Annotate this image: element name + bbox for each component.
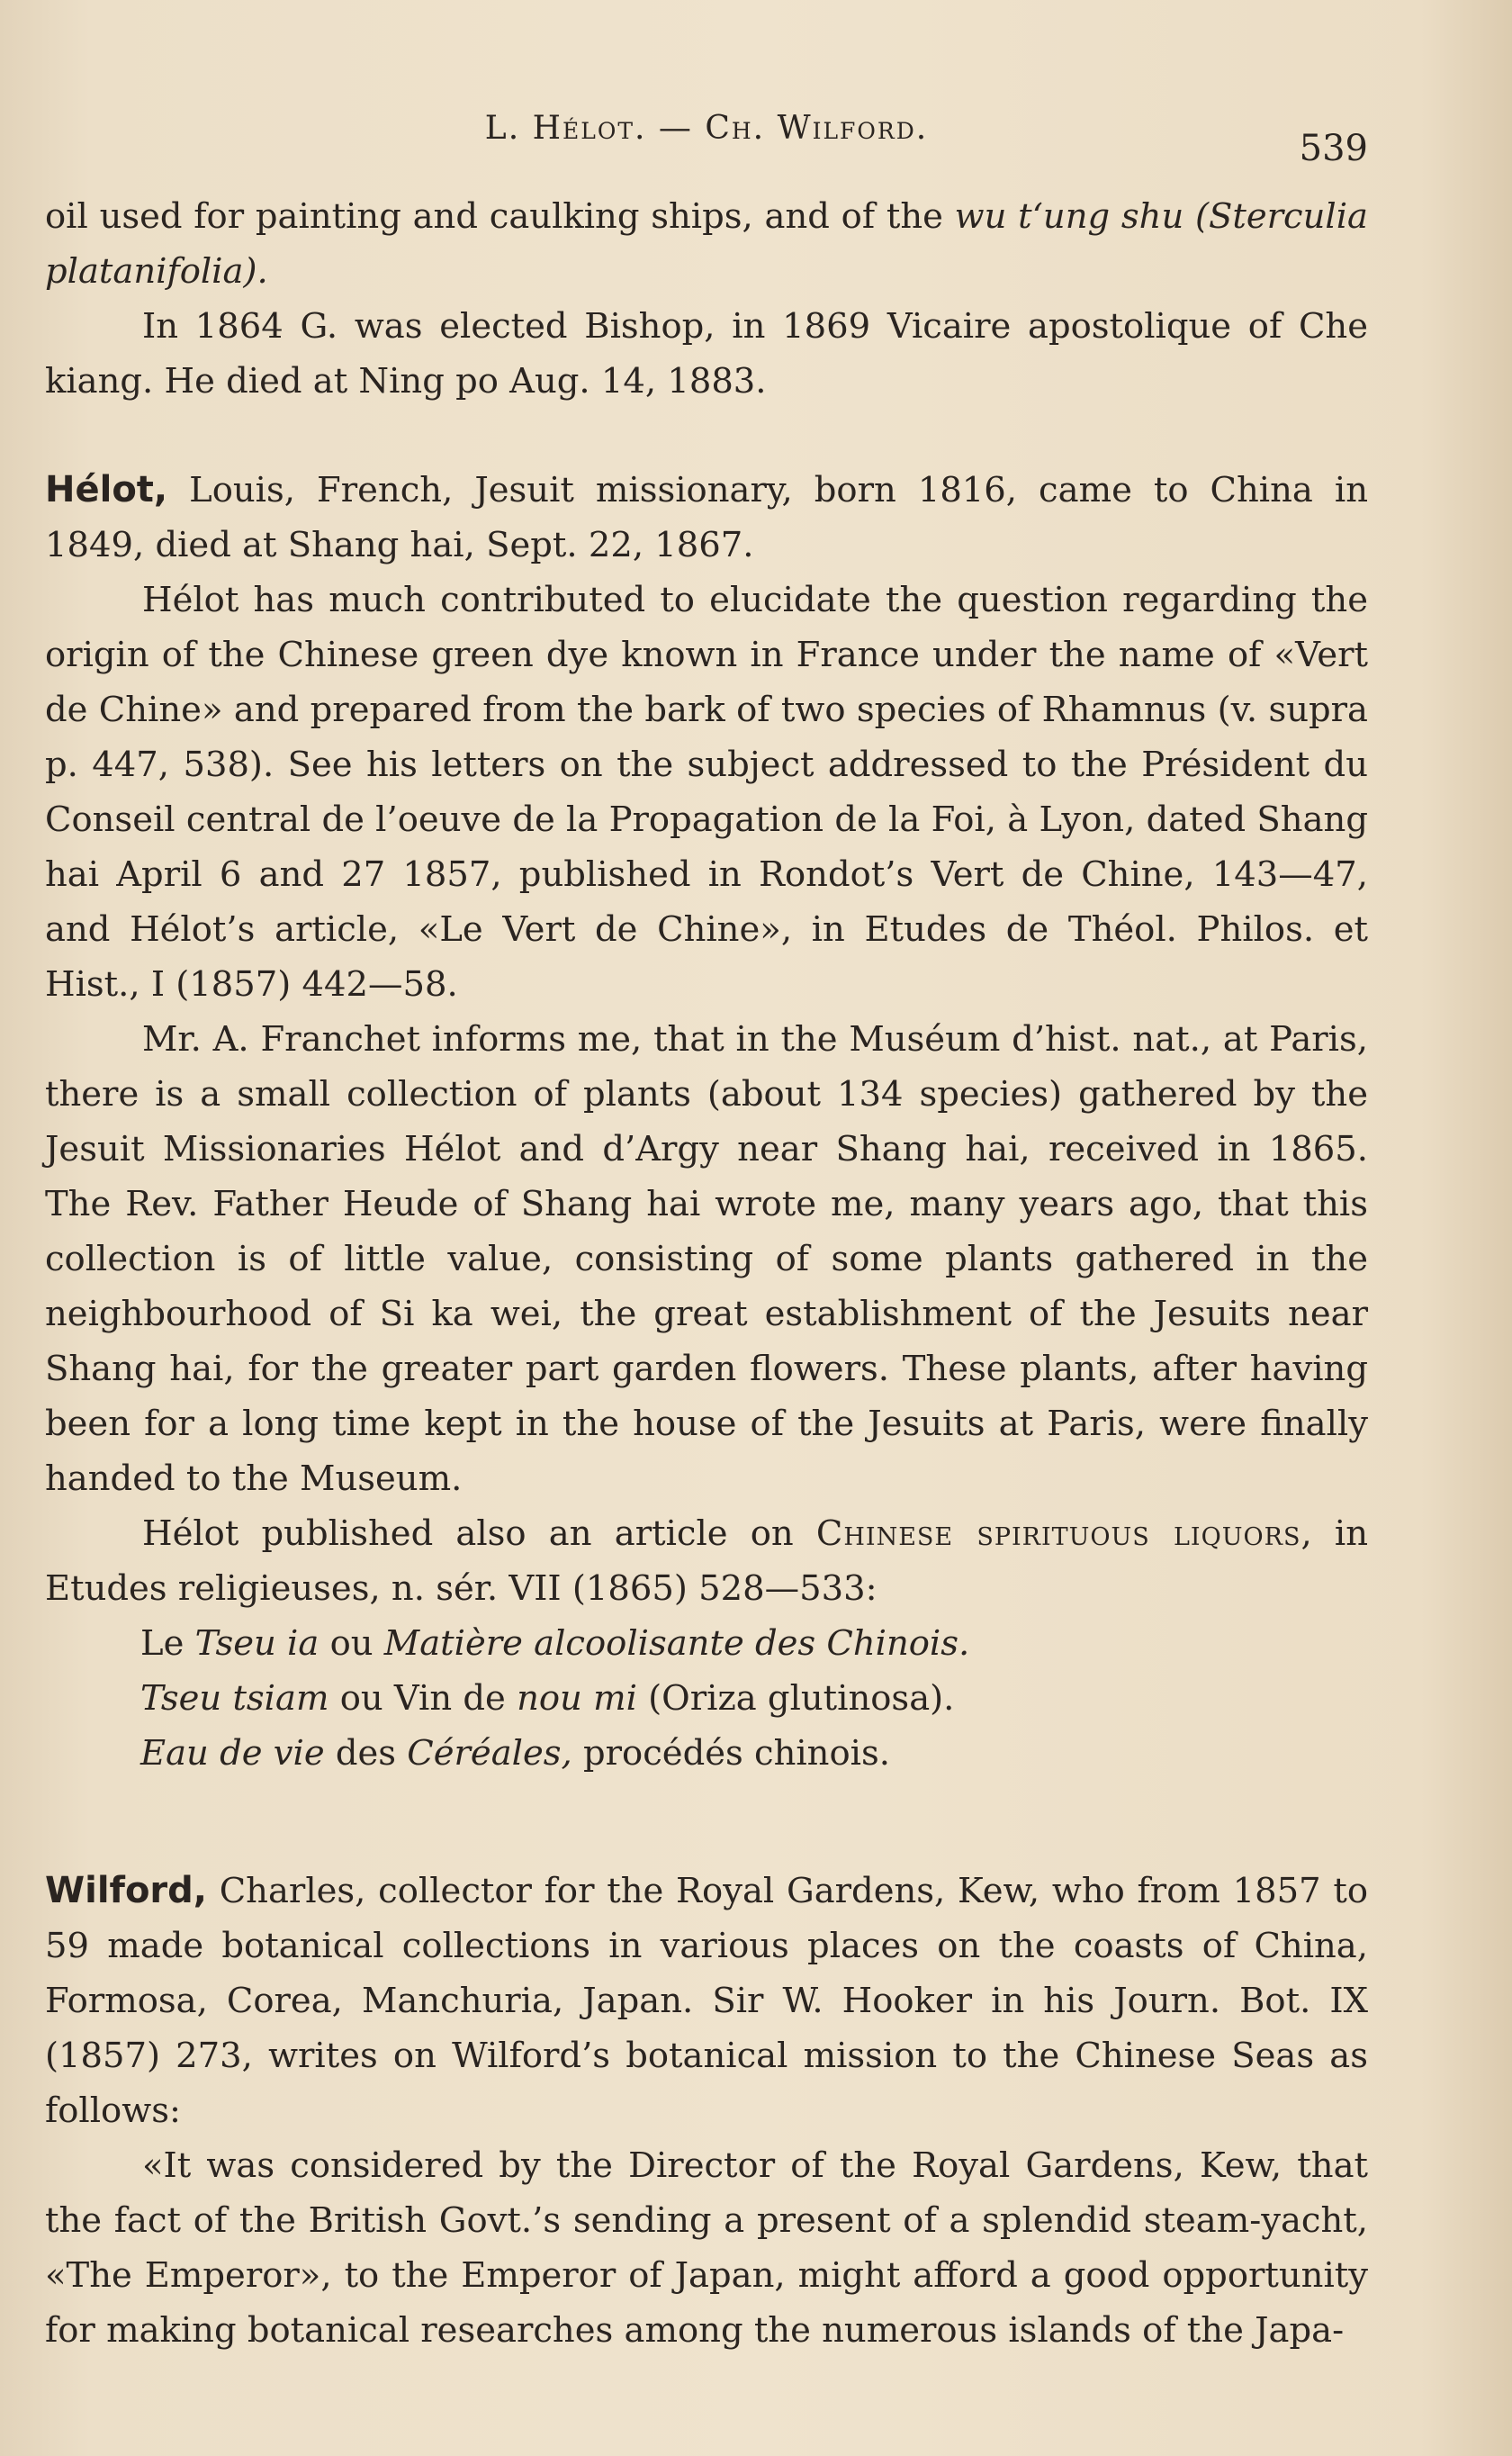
article-subtitle-line (45, 1726, 1368, 1781)
text-run: Le (140, 1623, 195, 1664)
italic-run: wu t‘ung shu (Sterculia platanifolia). (45, 196, 1368, 292)
running-head: L. Hélot. — Ch. Wilford. (484, 110, 929, 147)
italic-run: nou mi (517, 1678, 637, 1719)
page-body (45, 189, 1368, 2358)
paragraph-wilford-quote: «It was considered by the Director of the Royal Gardens, Kew, that the fact of the British Govt.’s sending a present of a splendid steam-yacht, «The Emperor», to the Emperor of Japan, might afford a good opportunity for making botanical researches among the numerous islands of the Japa- (45, 2145, 1368, 2351)
text-run: procédés chinois. (572, 1733, 890, 1774)
italic-run: Céréales, (407, 1733, 572, 1774)
text-run: Louis, French, Jesuit missionary, born 1816, came to China in 1849, died at Shang hai, Sept. 22, 1867. (45, 470, 1368, 565)
entry-helot-intro (45, 463, 1368, 573)
paragraph-helot-green-dye: Hélot has much contributed to elucidate the question regarding the origin of the Chinese green dye known in France under the name of «Vert de Chine» and prepared from the bark of two species of Rhamnus (v. supra p. 447, 538). See his letters on the subject addressed to the Président du Conseil central de l’oeuve de la Propagation de la Foi, à Lyon, dated Shang hai April 6 and 27 1857, published in Rondot’s Vert de Chine, 143—47, and Hélot’s article, «Le Vert de Chine», in Etudes de Théol. Philos. et Hist., I (1857) 442—58. (45, 580, 1368, 1005)
italic-run: Tseu tsiam (140, 1678, 329, 1719)
italic-run: Tseu ia (194, 1623, 320, 1664)
paragraph-gabet-death: In 1864 G. was elected Bishop, in 1869 Vicaire apostolique of Che kiang. He died at Ning po Aug. 14, 1883. (45, 306, 1368, 402)
entry-wilford-intro (45, 1864, 1368, 2138)
paragraph-helot-plants: Mr. A. Franchet informs me, that in the Muséum d’hist. nat., at Paris, there is a small collection of plants (about 134 species) gathered by the Jesuit Missionaries Hélot and d’Argy near Shang hai, received in 1865. The Rev. Father Heude of Shang hai wrote me, many years ago, that this collection is of little value, consisting of some plants gathered in the neighbourhood of Si ka wei, the great establishment of the Jesuits near Shang hai, for the greater part garden flowers. These plants, after having been for a long time kept in the house of the Jesuits at Paris, were finally handed to the Museum. (45, 1019, 1368, 1499)
text-run: ou Vin de (328, 1678, 518, 1719)
article-subtitle-line (45, 1671, 1368, 1726)
italic-run: Matière alcoolisante des Chinois. (383, 1623, 970, 1664)
article-subtitle-line (45, 1616, 1368, 1671)
text-run: des (324, 1733, 408, 1774)
page-number: 539 (1299, 128, 1368, 169)
text-run: Charles, collector for the Royal Gardens, Kew, who from 1857 to 59 made botanical collections in various places on the coasts of China, Formosa, Corea, Manchuria, Japan. Sir W. Hooker in his Journ. Bot. IX (1857) 273, writes on Wilford’s botanical mission to the Chinese Seas as follows: (45, 1871, 1368, 2131)
text-run: ou (319, 1623, 384, 1664)
paragraph-gabet-continuation (45, 189, 1368, 299)
text-run: oil used for painting and caulking ships, and of the (45, 196, 955, 237)
entry-heading-wilford: Wilford, (45, 1870, 207, 1911)
text-run: (Oriza glutinosa). (636, 1678, 955, 1719)
text-run: Hélot published also an article on (142, 1513, 816, 1554)
text-run: , in Etudes religieuses, n. sér. VII (1865) 528—533: (45, 1513, 1368, 1609)
paragraph-helot-article (45, 1506, 1368, 1616)
italic-run: Eau de vie (140, 1733, 325, 1774)
entry-heading-helot: Hélot, (45, 469, 168, 510)
small-caps-title: Chinese spirituous liquors (815, 1513, 1301, 1554)
page-header (45, 110, 1368, 169)
